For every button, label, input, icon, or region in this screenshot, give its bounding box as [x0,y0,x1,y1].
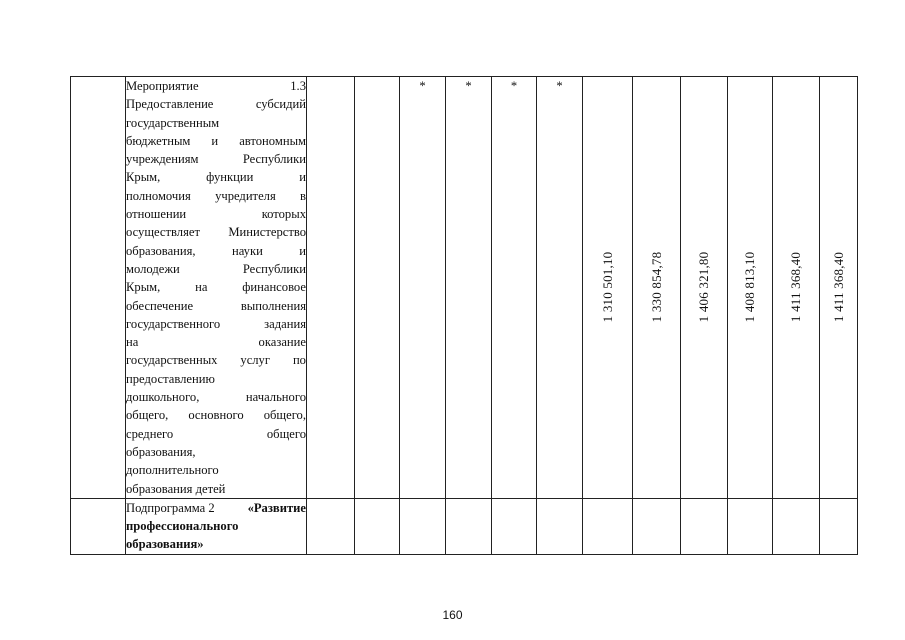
description-line [126,480,306,498]
description-line [126,150,306,168]
amount-value: 1 408 813,10 [741,252,757,323]
description-word: Крым, [126,280,161,295]
description-word: учреждениям [126,152,199,167]
empty-cell [681,498,728,554]
description-line [126,297,306,315]
empty-cell [400,498,446,554]
description-word: дошкольного, [126,390,200,405]
star-cell: * [400,77,446,499]
empty-cell [773,498,820,554]
description-word: государственных [126,353,218,368]
activity-description [126,77,307,499]
amount-cell [773,77,820,499]
description-word: учредителя [215,188,276,203]
description-word: оказание [258,335,306,350]
description-line [126,461,306,479]
amount-value: 1 310 501,10 [599,252,615,323]
description-word: задания [264,316,306,331]
star-cell: * [537,77,583,499]
description-word: общего, [126,408,169,423]
description-word: выполнения [240,298,306,313]
row-number-cell [71,498,126,554]
description-word: финансовое [242,280,306,295]
description-word: государственным [126,115,220,130]
description-line [126,370,306,388]
description-word: и [211,133,219,148]
empty-cell [728,498,773,554]
description-word: которых [261,207,306,222]
description-line [126,333,306,351]
description-word: на [126,335,139,350]
description-word: среднего [126,426,174,441]
description-word: образования, [126,243,196,258]
description-line [126,443,306,461]
description-word: в [300,188,306,203]
description-word: Крым, [126,170,161,185]
empty-cell [492,498,537,554]
description-word: 1.3 [290,79,306,93]
description-word: общего, [263,408,306,423]
empty-cell [355,77,400,499]
description-word: государственного [126,316,221,331]
description-line [126,315,306,333]
amount-cell [681,77,728,499]
description-word: услуг [240,353,271,368]
page-number: 160 [442,608,463,622]
description-word: функции [206,170,254,185]
description-word: образования детей [126,481,226,496]
description-line [126,425,306,443]
subprogram-line [126,499,306,517]
subprogram-line [126,535,306,553]
description-word: и [299,243,306,258]
description-word: Министерство [228,225,306,240]
subprogram-prefix: Подпрограмма 2 [126,500,215,515]
star-cell: * [446,77,492,499]
amount-cell [820,77,858,499]
description-line [126,168,306,186]
description-word: Республики [242,152,306,167]
amount-cell [583,77,633,499]
empty-cell [583,498,633,554]
empty-cell [307,77,355,499]
description-line [126,242,306,260]
subprogram-row [71,498,858,554]
budget-table [70,76,858,555]
amount-value: 1 411 368,40 [830,252,846,323]
description-line [126,205,306,223]
description-line [126,77,306,95]
subprogram-title-part: образования» [126,537,204,552]
empty-cell [307,498,355,554]
description-word: обеспечение [126,298,194,313]
subprogram-title-part: «Развитие [247,500,306,515]
description-word: субсидий [255,97,306,112]
description-word: науки [231,243,263,258]
description-word: и [299,170,306,185]
description-line [126,406,306,424]
description-line [126,132,306,150]
row-number-cell [71,77,126,499]
description-word: общего [266,426,306,441]
description-line [126,388,306,406]
description-line [126,260,306,278]
description-word: по [292,353,306,368]
description-word: автономным [239,133,306,148]
subprogram-title-part: профессионального [126,519,239,534]
amount-cell [728,77,773,499]
star-cell: * [492,77,537,499]
description-line [126,187,306,205]
description-line [126,223,306,241]
subprogram-line [126,517,306,535]
description-word: основного [188,408,244,423]
description-word: Республики [242,261,306,276]
description-word: бюджетным [126,133,191,148]
description-line [126,95,306,113]
empty-cell [537,498,583,554]
description-word: полномочия [126,188,191,203]
description-word: предоставлению [126,371,215,386]
description-word: осуществляет [126,225,200,240]
description-word: Мероприятие [126,79,199,93]
description-word: начального [245,390,306,405]
description-line [126,351,306,369]
amount-cell [633,77,681,499]
activity-row [71,77,858,499]
description-word: Предоставление [126,97,214,112]
empty-cell [633,498,681,554]
description-word: дополнительного [126,463,219,478]
amount-value: 1 330 854,78 [648,252,664,323]
subprogram-description [126,498,307,554]
description-word: молодежи [126,261,180,276]
amount-value: 1 406 321,80 [695,252,711,323]
description-word: образования, [126,444,196,459]
empty-cell [355,498,400,554]
description-line [126,114,306,132]
description-word: на [195,280,208,295]
amount-value: 1 411 368,40 [787,252,803,323]
empty-cell [446,498,492,554]
empty-cell [820,498,858,554]
description-word: отношении [126,207,187,222]
description-line [126,278,306,296]
